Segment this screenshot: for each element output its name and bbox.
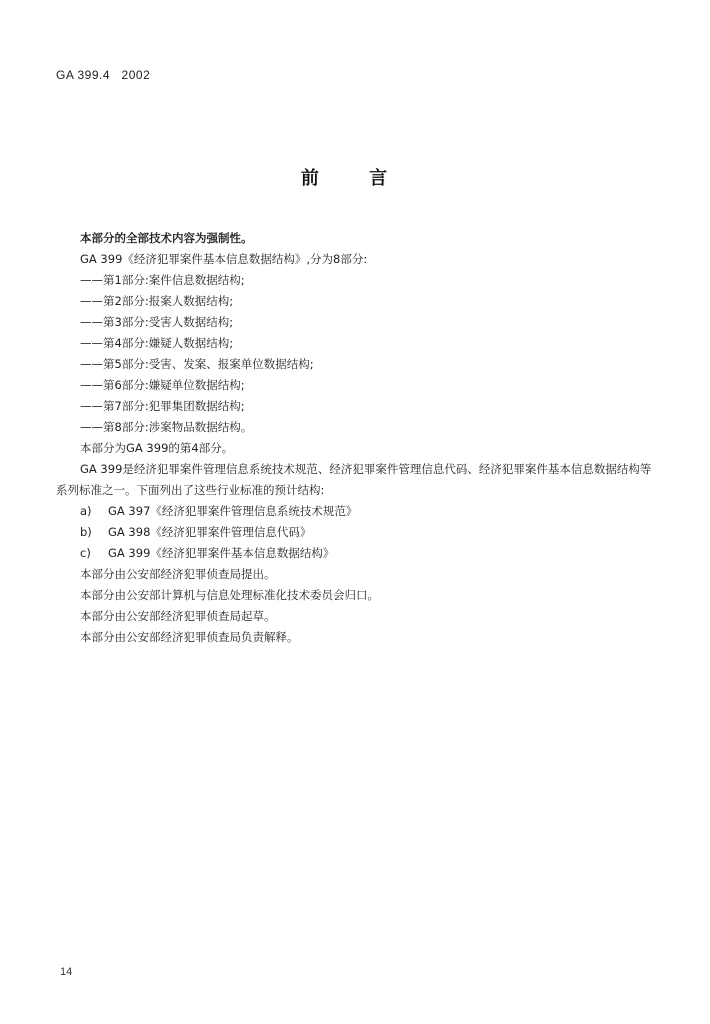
standard-number-header: GA 399.4 2002 — [56, 68, 151, 82]
part-list-item: ——第3部分:受害人数据结构; — [80, 315, 234, 329]
list-marker: c) — [80, 546, 91, 560]
series-paragraph: GA 399是经济犯罪案件管理信息系统技术规范、经济犯罪案件管理信息代码、经济犯罪案件基本信息数据结构等系列标准之一。下面列出了这些行业标准的预计结构: — [56, 462, 652, 497]
part-list-item: ——第5部分:受害、发案、报案单位数据结构; — [80, 357, 314, 371]
part-list-item: ——第8部分:涉案物品数据结构。 — [80, 420, 253, 434]
document-body — [56, 228, 656, 648]
part-list-item: ——第1部分:案件信息数据结构; — [80, 273, 245, 287]
series-list-item — [56, 522, 656, 543]
list-marker: a) — [80, 504, 92, 518]
closing-statement: 本部分由公安部经济犯罪侦查局提出。 — [80, 567, 276, 581]
closing-statement: 本部分由公安部计算机与信息处理标准化技术委员会归口。 — [80, 588, 379, 602]
intro-line: GA 399《经济犯罪案件基本信息数据结构》,分为8部分: — [80, 252, 368, 266]
series-list-item — [56, 543, 656, 564]
mandatory-notice: 本部分的全部技术内容为强制性。 — [80, 231, 253, 245]
series-list-item — [56, 501, 656, 522]
series-list-text: GA 397《经济犯罪案件管理信息系统技术规范》 — [108, 504, 358, 518]
page-number: 14 — [60, 966, 73, 978]
part-statement: 本部分为GA 399的第4部分。 — [80, 441, 234, 455]
series-list-text: GA 399《经济犯罪案件基本信息数据结构》 — [108, 546, 335, 560]
series-list-text: GA 398《经济犯罪案件管理信息代码》 — [108, 525, 312, 539]
closing-statement: 本部分由公安部经济犯罪侦查局起草。 — [80, 609, 276, 623]
page-title: 前 言 — [300, 168, 410, 189]
part-list-item: ——第4部分:嫌疑人数据结构; — [80, 336, 234, 350]
list-marker: b) — [80, 525, 92, 539]
part-list-item: ——第6部分:嫌疑单位数据结构; — [80, 378, 245, 392]
part-list-item: ——第7部分:犯罪集团数据结构; — [80, 399, 245, 413]
part-list-item: ——第2部分:报案人数据结构; — [80, 294, 234, 308]
closing-statement: 本部分由公安部经济犯罪侦查局负责解释。 — [80, 630, 299, 644]
